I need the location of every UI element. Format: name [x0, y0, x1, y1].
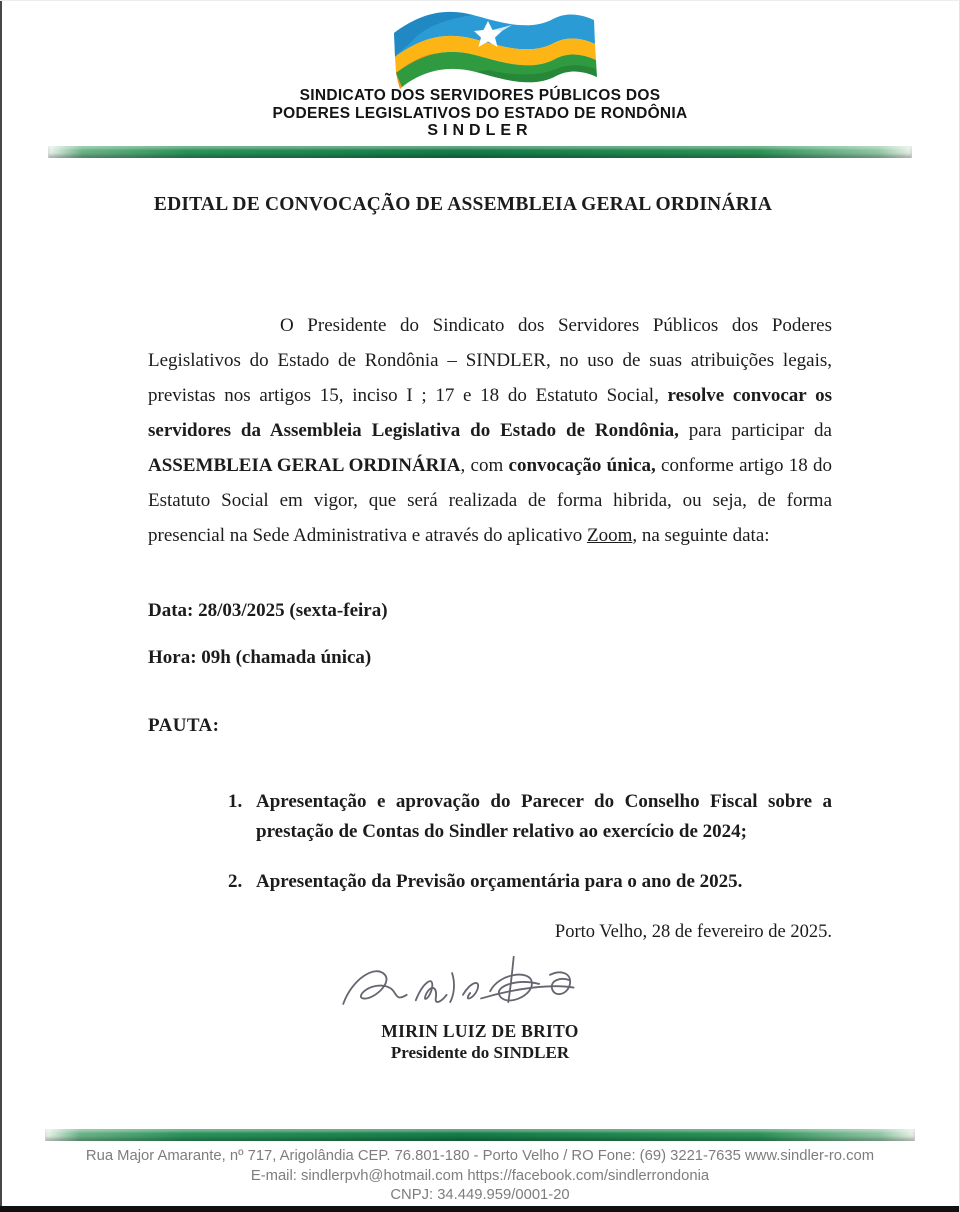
paragraph-segment: resolve convocar os servidores da Assembleia Legislativa do Estado de Rondônia,	[148, 385, 832, 441]
paragraph-segment: para participar da	[678, 420, 832, 441]
rondonia-flag-icon	[388, 7, 600, 95]
signer-role: Presidente do SINDLER	[390, 1043, 570, 1062]
page-left-border	[0, 1, 2, 1212]
footer-address-line: Rua Major Amarante, nº 717, Arigolândia CEP. 76.801-180 - Porto Velho / RO Fone: (69) 3221-7635 www.sindler-ro.com	[85, 1148, 875, 1164]
paragraph-segment: ASSEMBLEIA GERAL ORDINÁRIA	[148, 455, 461, 476]
footer-green-divider	[45, 1129, 915, 1141]
agenda-item: Apresentação e aprovação do Parecer do Conselho Fiscal sobre a prestação de Contas do Sindler relativo ao exercício de 2024;	[256, 791, 832, 842]
paragraph-segment: convocação única,	[508, 455, 656, 476]
paragraph-segment: , na seguinte data:	[632, 525, 770, 546]
meeting-date-line: Data: 28/03/2025 (sexta-feira)	[148, 600, 388, 621]
body-paragraph	[148, 308, 832, 553]
org-name-line2: PODERES LEGISLATIVOS DO ESTADO DE RONDÔNIA	[272, 105, 688, 122]
paragraph-segment: conforme artigo 18 do Estatuto Social em vigor, que será realizada de forma hibrida, ou seja, de forma presencial na Sede Administrativa e através do aplicativo	[148, 455, 832, 546]
footer-cnpj-line: CNPJ: 34.449.959/0001-20	[390, 1187, 570, 1203]
agenda-item: Apresentação da Previsão orçamentária para o ano de 2025.	[256, 871, 743, 892]
footer-email-line: E-mail: sindlerpvh@hotmail.com https://facebook.com/sindlerrondonia	[250, 1167, 710, 1184]
paragraph-segment: , com	[460, 455, 509, 476]
org-name-line1: SINDICATO DOS SERVIDORES PÚBLICOS DOS	[299, 87, 661, 104]
agenda-list	[228, 787, 832, 917]
org-acronym: SINDLER	[427, 122, 533, 139]
paragraph-segment: Zoom	[586, 525, 633, 546]
header-green-divider	[48, 146, 912, 158]
meeting-time-line: Hora: 09h (chamada única)	[148, 647, 372, 668]
agenda-heading: PAUTA:	[148, 715, 220, 736]
signer-name: MIRIN LUIZ DE BRITO	[381, 1021, 579, 1041]
place-date-line: Porto Velho, 28 de fevereiro de 2025.	[554, 922, 832, 942]
footer-contact-block	[0, 1147, 960, 1206]
page-title: EDITAL DE CONVOCAÇÃO DE ASSEMBLEIA GERAL ORDINÁRIA	[153, 194, 773, 215]
paragraph-segment: O Presidente do Sindicato dos Servidores Públicos dos Poderes Legislativos do Estado de Rondônia – SINDLER, no uso de suas atribuições legais, previstas nos artigos 15, inciso I ; 17 e 18 do Estatuto Social,	[148, 315, 832, 406]
page-bottom-border	[0, 1206, 960, 1212]
